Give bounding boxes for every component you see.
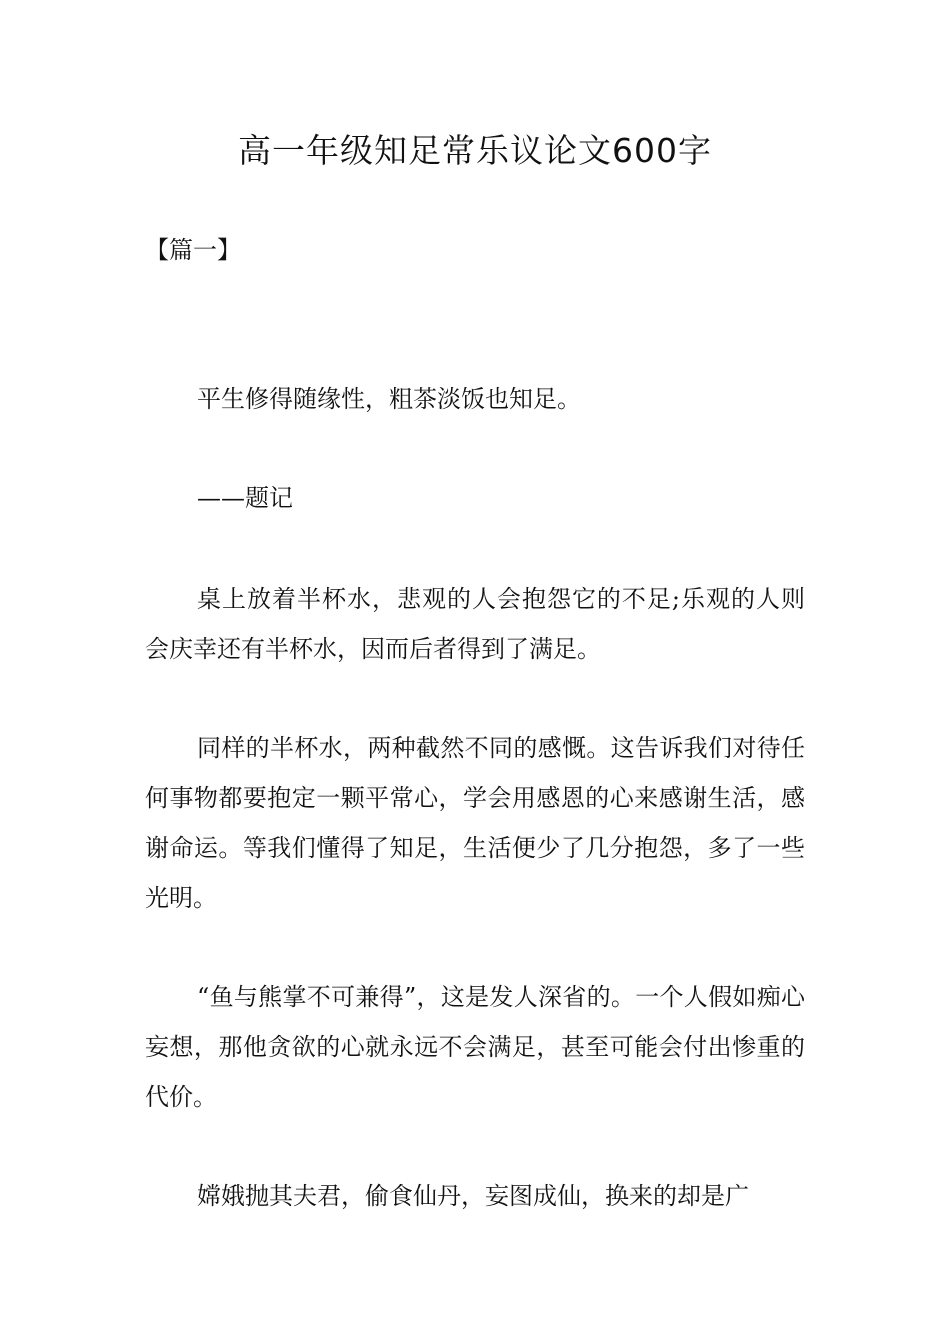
paragraph: 桌上放着半杯水，悲观的人会抱怨它的不足;乐观的人则会庆幸还有半杯水，因而后者得到了满足。 bbox=[145, 585, 805, 663]
document-title: 高一年级知足常乐议论文600字 bbox=[238, 131, 712, 170]
section-label: 【篇一】 bbox=[145, 236, 241, 264]
paragraph: “鱼与熊掌不可兼得”，这是发人深省的。一个人假如痴心妄想，那他贪欲的心就永远不会满足，甚至可能会付出惨重的代价。 bbox=[145, 983, 805, 1111]
paragraph-epigraph-source: ——题记 bbox=[197, 484, 293, 512]
paragraph-epigraph: 平生修得随缘性，粗茶淡饭也知足。 bbox=[197, 385, 581, 413]
paragraph: 嫦娥抛其夫君，偷食仙丹，妄图成仙，换来的却是广 bbox=[197, 1182, 749, 1210]
paragraph: 同样的半杯水，两种截然不同的感慨。这告诉我们对待任何事物都要抱定一颗平常心，学会用感恩的心来感谢生活，感谢命运。等我们懂得了知足，生活便少了几分抱怨，多了一些光明。 bbox=[145, 734, 805, 912]
